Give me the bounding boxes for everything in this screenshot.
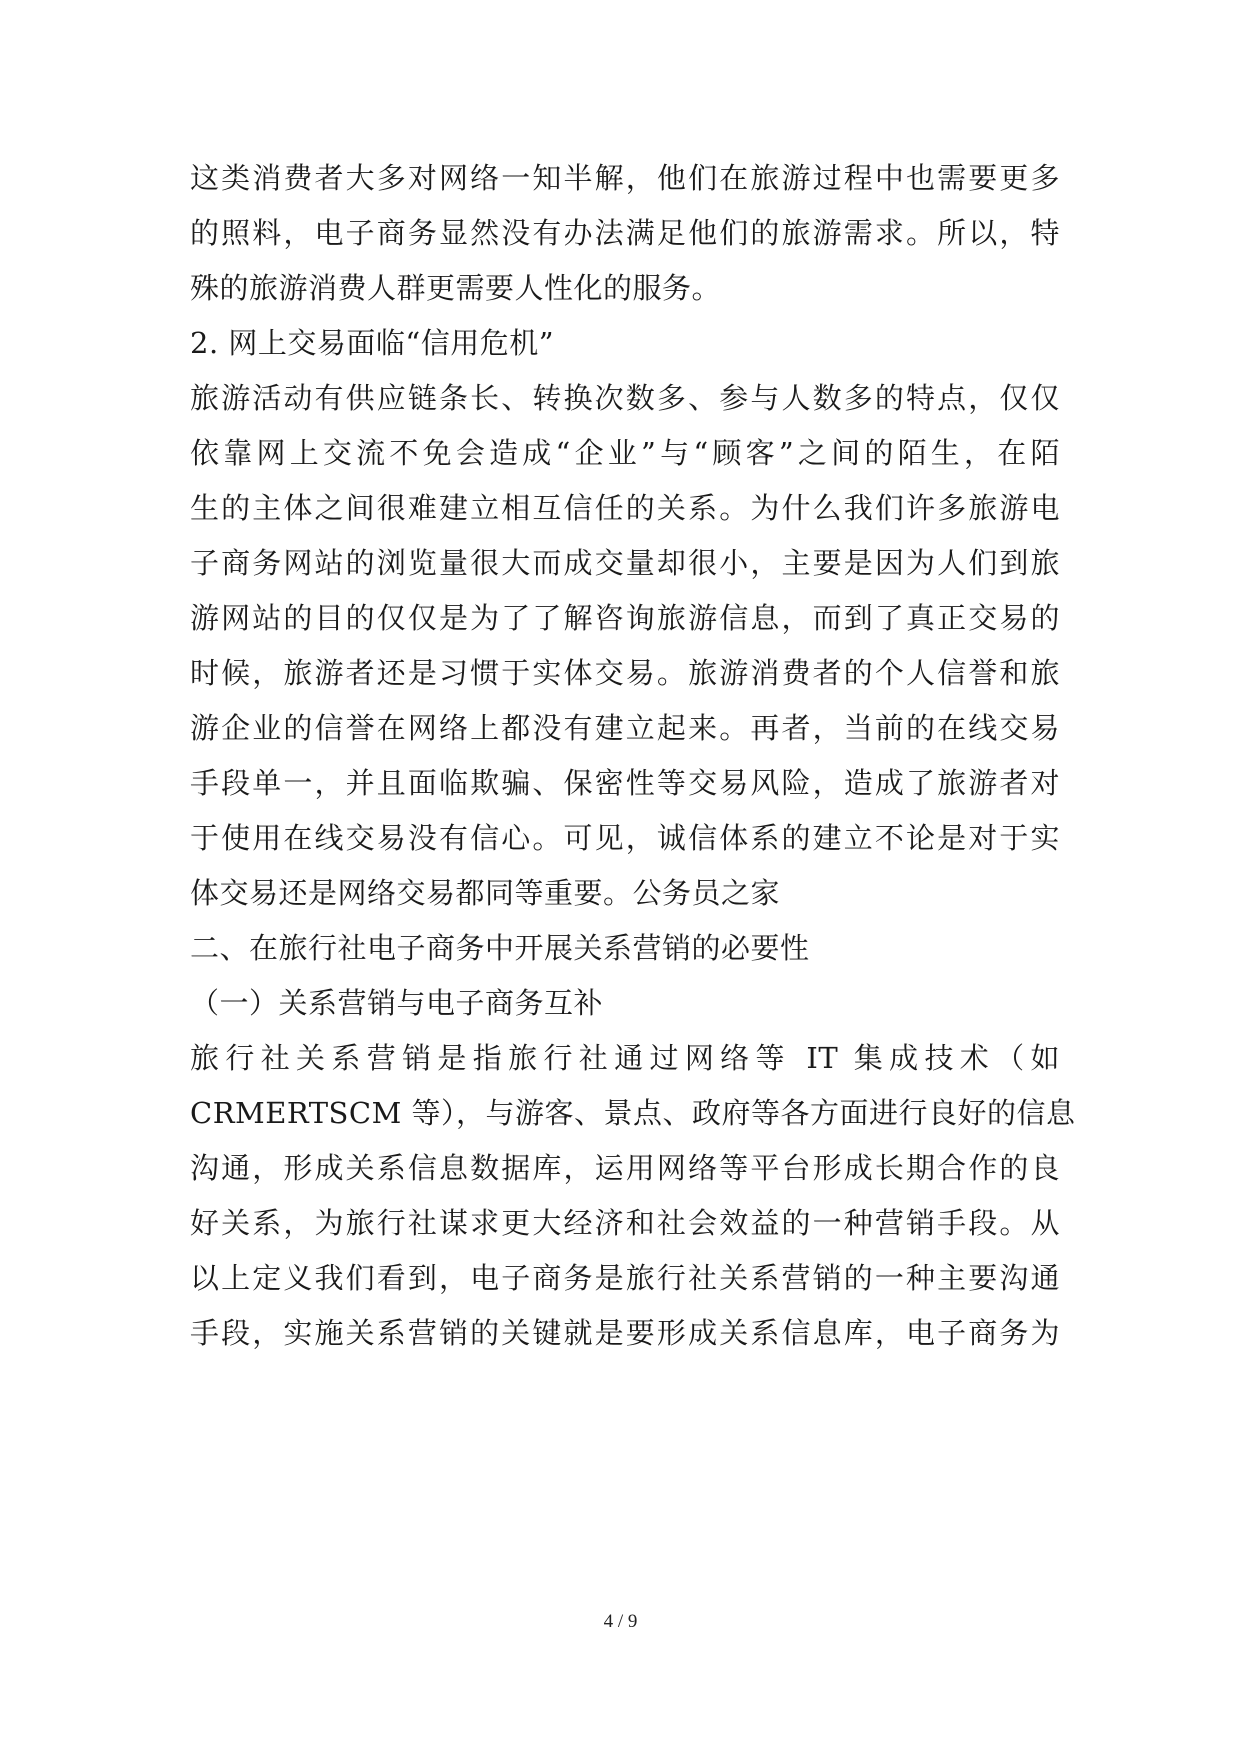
body-text-line: 子商务网站的浏览量很大而成交量却很小，主要是因为人们到旅 (190, 546, 1060, 580)
section-heading: 2. 网上交易面临“信用危机” (190, 326, 555, 360)
body-text-line: 殊的旅游消费人群更需要人性化的服务。 (190, 271, 722, 305)
body-text-line: 游网站的目的仅仅是为了了解咨询旅游信息，而到了真正交易的 (190, 601, 1060, 635)
body-text-line: 以上定义我们看到，电子商务是旅行社关系营销的一种主要沟通 (190, 1261, 1060, 1295)
body-text-line: CRMERTSCM 等），与游客、景点、政府等各方面进行良好的信息 (190, 1096, 1076, 1130)
body-text-line: 体交易还是网络交易都同等重要。公务员之家 (190, 876, 781, 910)
subsection-heading: （一）关系营销与电子商务互补 (190, 986, 604, 1020)
body-text-line: 依靠网上交流不免会造成“企业”与“顾客”之间的陌生，在陌 (190, 436, 1060, 470)
page-number: 4 / 9 (603, 1611, 638, 1632)
body-text-line: 沟通，形成关系信息数据库，运用网络等平台形成长期合作的良 (190, 1151, 1060, 1185)
body-text-line: 好关系，为旅行社谋求更大经济和社会效益的一种营销手段。从 (190, 1206, 1060, 1240)
body-text-line: 生的主体之间很难建立相互信任的关系。为什么我们许多旅游电 (190, 491, 1060, 525)
body-text-line: 旅行社关系营销是指旅行社通过网络等 IT 集成技术（如 (190, 1041, 1060, 1075)
body-text-line: 于使用在线交易没有信心。可见，诚信体系的建立不论是对于实 (190, 821, 1060, 855)
body-text-line: 手段单一，并且面临欺骗、保密性等交易风险，造成了旅游者对 (190, 766, 1060, 800)
section-heading: 二、在旅行社电子商务中开展关系营销的必要性 (190, 931, 810, 965)
body-text-line: 的照料，电子商务显然没有办法满足他们的旅游需求。所以，特 (190, 216, 1060, 250)
body-text-line: 时候，旅游者还是习惯于实体交易。旅游消费者的个人信誉和旅 (190, 656, 1060, 690)
body-text-line: 这类消费者大多对网络一知半解，他们在旅游过程中也需要更多 (190, 161, 1060, 195)
body-text-line: 游企业的信誉在网络上都没有建立起来。再者，当前的在线交易 (190, 711, 1060, 745)
body-text-line: 手段，实施关系营销的关键就是要形成关系信息库，电子商务为 (190, 1316, 1060, 1350)
body-text-line: 旅游活动有供应链条长、转换次数多、参与人数多的特点，仅仅 (190, 381, 1060, 415)
